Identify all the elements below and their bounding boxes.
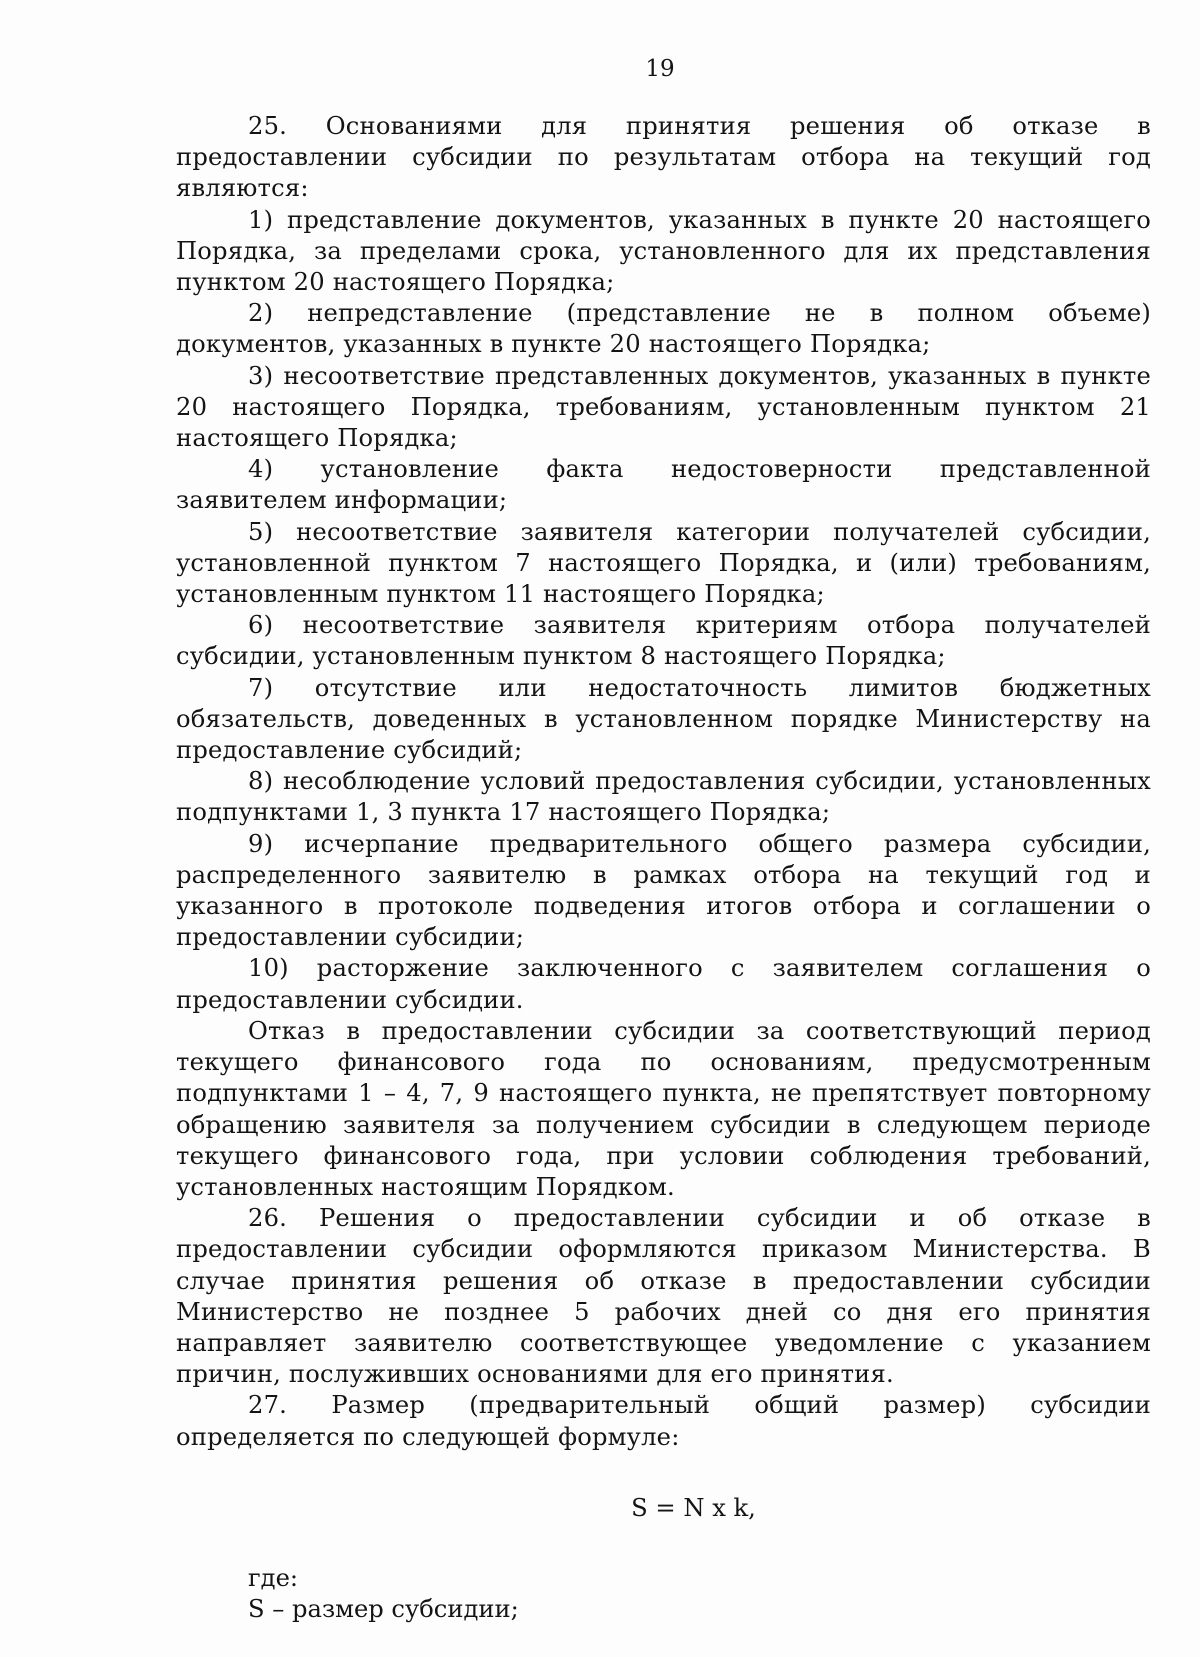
page-number: 19: [645, 56, 675, 82]
definition-s: S – размер субсидии;: [248, 1595, 519, 1624]
item-5: 5) несоответствие заявителя категории получателей субсидии, установленной пунктом 7 настоящего Порядка, и (или) требованиям, установленным пунктом 11 настоящего Порядка;: [176, 517, 1151, 609]
subsidy-formula: S = N x k,: [631, 1493, 756, 1522]
paragraph-26: 26. Решения о предоставлении субсидии и об отказе в предоставлении субсидии оформляются приказом Министерства. В случае принятия решения об отказе в предоставлении субсидии Министерство не позднее 5 рабочих дней со дня его принятия направляет заявителю соответствующее уведомление с указанием причин, послуживших основаниями для его принятия.: [176, 1204, 1151, 1389]
item-3: 3) несоответствие представленных документов, указанных в пункте 20 настоящего Порядка, требованиям, установленным пунктом 21 настоящего Порядка;: [176, 361, 1151, 453]
item-9: 9) исчерпание предварительного общего размера субсидии, распределенного заявителю в рамках отбора на текущий год и указанного в протоколе подведения итогов отбора и соглашении о предоставлении субсидии;: [176, 829, 1151, 952]
item-4: 4) установление факта недостоверности представленной заявителем информации;: [176, 455, 1151, 515]
where-label: где:: [248, 1563, 299, 1592]
paragraph-27: 27. Размер (предварительный общий размер) субсидии определяется по следующей формуле:: [176, 1391, 1151, 1451]
item-2: 2) непредставление (представление не в полном объеме) документов, указанных в пункте 20 настоящего Порядка;: [176, 299, 1151, 359]
item-10: 10) расторжение заключенного с заявителем соглашения о предоставлении субсидии.: [176, 954, 1151, 1014]
document-body: [176, 111, 1151, 1625]
item-1: 1) представление документов, указанных в пункте 20 настоящего Порядка, за пределами срока, установленного для их представления пунктом 20 настоящего Порядка;: [176, 205, 1151, 297]
paragraph-25-intro: 25. Основаниями для принятия решения об отказе в предоставлении субсидии по результатам отбора на текущий год являются:: [176, 112, 1151, 203]
item-7: 7) отсутствие или недостаточность лимитов бюджетных обязательств, доведенных в установленном порядке Министерству на предоставление субсидий;: [176, 673, 1151, 765]
item-8: 8) несоблюдение условий предоставления субсидии, установленных подпунктами 1, 3 пункта 17 настоящего Порядка;: [176, 767, 1151, 827]
item-6: 6) несоответствие заявителя критериям отбора получателей субсидии, установленным пунктом 8 настоящего Порядка;: [176, 611, 1151, 671]
refusal-note: Отказ в предоставлении субсидии за соответствующий период текущего финансового года по основаниям, предусмотренным подпунктами 1 – 4, 7, 9 настоящего пункта, не препятствует повторному обращению заявителя за получением субсидии в следующем периоде текущего финансового года, при условии соблюдения требований, установленных настоящим Порядком.: [176, 1016, 1151, 1201]
